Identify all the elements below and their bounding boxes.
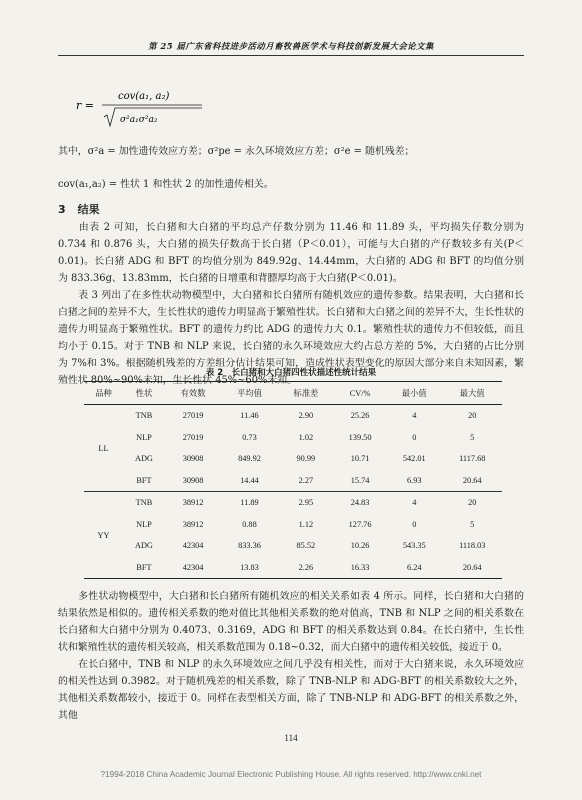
section-heading — [58, 201, 100, 217]
table-cell: 5 — [470, 432, 475, 442]
table-cell: 127.76 — [348, 519, 372, 529]
table-cell: 542.01 — [402, 454, 426, 464]
table-cell: BFT — [123, 470, 165, 492]
column-header: CV/% — [334, 382, 386, 405]
table-cell: 16.33 — [334, 557, 386, 579]
table-cell: 20 — [468, 411, 477, 421]
descriptive-stats-table — [84, 381, 502, 579]
table-caption: 表 2 长白猪和大白猪四性状描述性统计结果 — [205, 368, 377, 378]
table-row — [84, 405, 502, 427]
table-cell: 11.46 — [240, 411, 259, 421]
column-header: 平均值 — [221, 382, 277, 405]
page-number: 114 — [284, 733, 298, 743]
copyright-footer: ?1994-2018 China Academic Journal Electronic Publishing House. All rights reserved. http://www.cnki.net — [100, 770, 482, 779]
table-cell: 2.95 — [298, 498, 314, 508]
running-header: 第 25 届广东省科技进步活动月畜牧兽医学术与科技创新发展大会论文集 — [58, 40, 524, 56]
table-row — [84, 557, 502, 579]
table-cell: 1118.03 — [459, 541, 486, 551]
table-cell: 0.88 — [242, 519, 257, 529]
table-cell: 14.44 — [221, 470, 277, 492]
table-cell: 1117.68 — [459, 454, 486, 464]
table-cell: TNB — [135, 411, 153, 421]
table-cell: 139.50 — [348, 432, 372, 442]
table-cell: 38912 — [182, 519, 204, 529]
table-cell: BFT — [123, 557, 165, 579]
paragraph: 由表 2 可知，长白猪和大白猪的平均总产仔数分别为 11.46 和 11.89 头，平均损失仔数分别为 0.734 和 0.876 头，大白猪的损失仔数高于长白猪（P＜0.01），可能与大白猪的产仔数较多有关(P＜0.01)。长白猪 ADG 和 BFT 的均值分别为 849.92g、14.44mm，大白猪的 ADG 和 BFT 的均值分别为 833.36g、13.83mm，长白猪的日增重和背膘厚均高于大白猪(P＜0.01)。 — [58, 222, 524, 284]
table-row — [84, 470, 502, 492]
table-cell: 24.83 — [350, 498, 370, 508]
table-row — [84, 514, 502, 536]
table-row — [84, 535, 502, 557]
section-number: 3 — [58, 203, 66, 216]
column-header: 标准差 — [278, 382, 334, 405]
column-header: 品种 — [84, 382, 123, 405]
breed-cell: LL — [84, 405, 123, 492]
definitions-line-1: 其中，σ²a = 加性遗传效应方差；σ²pe = 永久环境效应方差；σ²e = 随机残差； — [58, 146, 415, 157]
table-row — [84, 492, 502, 514]
column-header: 性状 — [123, 382, 165, 405]
table-cell: 85.52 — [296, 541, 316, 551]
table-cell: 42304 — [165, 557, 221, 579]
table-cell: 6.24 — [386, 557, 442, 579]
table-cell: TNB — [135, 498, 153, 508]
table-cell: 15.74 — [334, 470, 386, 492]
table-cell: 25.26 — [350, 411, 370, 421]
table-cell: 20.64 — [442, 470, 502, 492]
table-cell: 2.90 — [298, 411, 314, 421]
table-cell: 4 — [412, 411, 417, 421]
formula-denominator: σ²a₁σ²a₂ — [120, 115, 158, 125]
table-cell: 11.89 — [240, 498, 259, 508]
table-cell: 0.73 — [242, 432, 257, 442]
table-cell: 5 — [470, 519, 475, 529]
column-header: 最大值 — [442, 382, 502, 405]
formula-numerator: cov(a₁, a₂) — [118, 91, 170, 102]
table-cell: 0 — [412, 432, 417, 442]
table-row — [84, 448, 502, 470]
paragraph: 在长白猪中，TNB 和 NLP 的永久环境效应之间几乎没有相关性，而对于大白猪来说，永久环境效应的相关性达到 0.3982。对于随机残差的相关系数，除了 TNB-NLP 和 ADG-BFT 的相关系数较大之外，其他相关系数都较小，接近于 0。同样在表型相关方面，除了 TNB-NLP 和 ADG-BFT 的相关系数之外，其他 — [58, 659, 524, 721]
table-cell: 90.99 — [296, 454, 316, 464]
table-cell: 833.36 — [238, 541, 261, 551]
paragraph: 表 3 列出了在多性状动物模型中，大白猪和长白猪所有随机效应的遗传参数。结果表明，大白猪和长白猪之间的差异不大，生长性状的遗传力明显高于繁殖性状。长白猪和大白猪之间的差异不大，生长性状的遗传力明显高于繁殖性状。BFT 的遗传力约比 ADG 的遗传力大 0.1。繁殖性状的遗传力不但较低，而且均小于 0.15。对于 TNB 和 NLP 来说，长白猪的永久环境效应大约占总方差的 5%，大白猪的占比分别为 7%和 3%。根据随机残差的方差组分估计结果可知，造成性状表型变化的原因大部分来自未知因素，繁殖性状 80%~90%未知，生长性状 45%~60%未知。 — [58, 290, 524, 386]
table-cell: 20.64 — [442, 557, 502, 579]
table-cell: 42304 — [182, 541, 204, 551]
table-cell: 2.26 — [278, 557, 334, 579]
breed-cell: YY — [84, 492, 123, 579]
table-cell: 6.93 — [386, 470, 442, 492]
table-cell: 543.35 — [402, 541, 426, 551]
table-cell: 20 — [468, 498, 477, 508]
table-cell: 27019 — [182, 411, 204, 421]
table-cell: 30908 — [182, 454, 204, 464]
table-cell: 38912 — [182, 498, 204, 508]
table-cell: NLP — [136, 519, 152, 529]
table-cell: ADG — [134, 454, 153, 464]
table-row — [84, 427, 502, 449]
paragraph: 多性状动物模型中，大白猪和长白猪所有随机效应的相关关系如表 4 所示。同样，长白猪和大白猪的结果依然是相似的。遗传相关系数的绝对值比其他相关系数的绝对值高，TNB 和 NLP 之间的相关系数在长白猪和大白猪中分别为 0.4073、0.3169，ADG 和 BFT 的相关系数达到 0.84。在长白猪中，生长性状和繁殖性状的遗传相关较高，相关系数范围为 0.18~0.32，而大白猪中的遗传相关较低，接近于 0。 — [58, 591, 524, 653]
table-cell: 27019 — [182, 432, 204, 442]
table-cell: 1.02 — [298, 432, 314, 442]
table-cell: ADG — [134, 541, 153, 551]
table-cell: 10.26 — [350, 541, 370, 551]
table-cell: 1.12 — [298, 519, 314, 529]
column-header: 最小值 — [386, 382, 442, 405]
table-cell: 849.92 — [238, 454, 261, 464]
table-cell: 30908 — [165, 470, 221, 492]
section-title: 结果 — [77, 203, 100, 216]
column-header: 有效数 — [165, 382, 221, 405]
table-cell: 2.27 — [278, 470, 334, 492]
correlation-formula — [74, 86, 224, 130]
table-cell: 10.71 — [350, 454, 370, 464]
definitions-line-2: cov(a₁,a₂) = 性状 1 和性状 2 的加性遗传相关。 — [58, 179, 274, 190]
formula-graphic — [74, 86, 224, 130]
table-cell: NLP — [136, 432, 152, 442]
table-header-row — [84, 382, 502, 405]
table-cell: 4 — [412, 498, 417, 508]
table-cell: 13.83 — [221, 557, 277, 579]
formula-lhs: r = — [76, 99, 94, 112]
table-cell: 0 — [412, 519, 417, 529]
